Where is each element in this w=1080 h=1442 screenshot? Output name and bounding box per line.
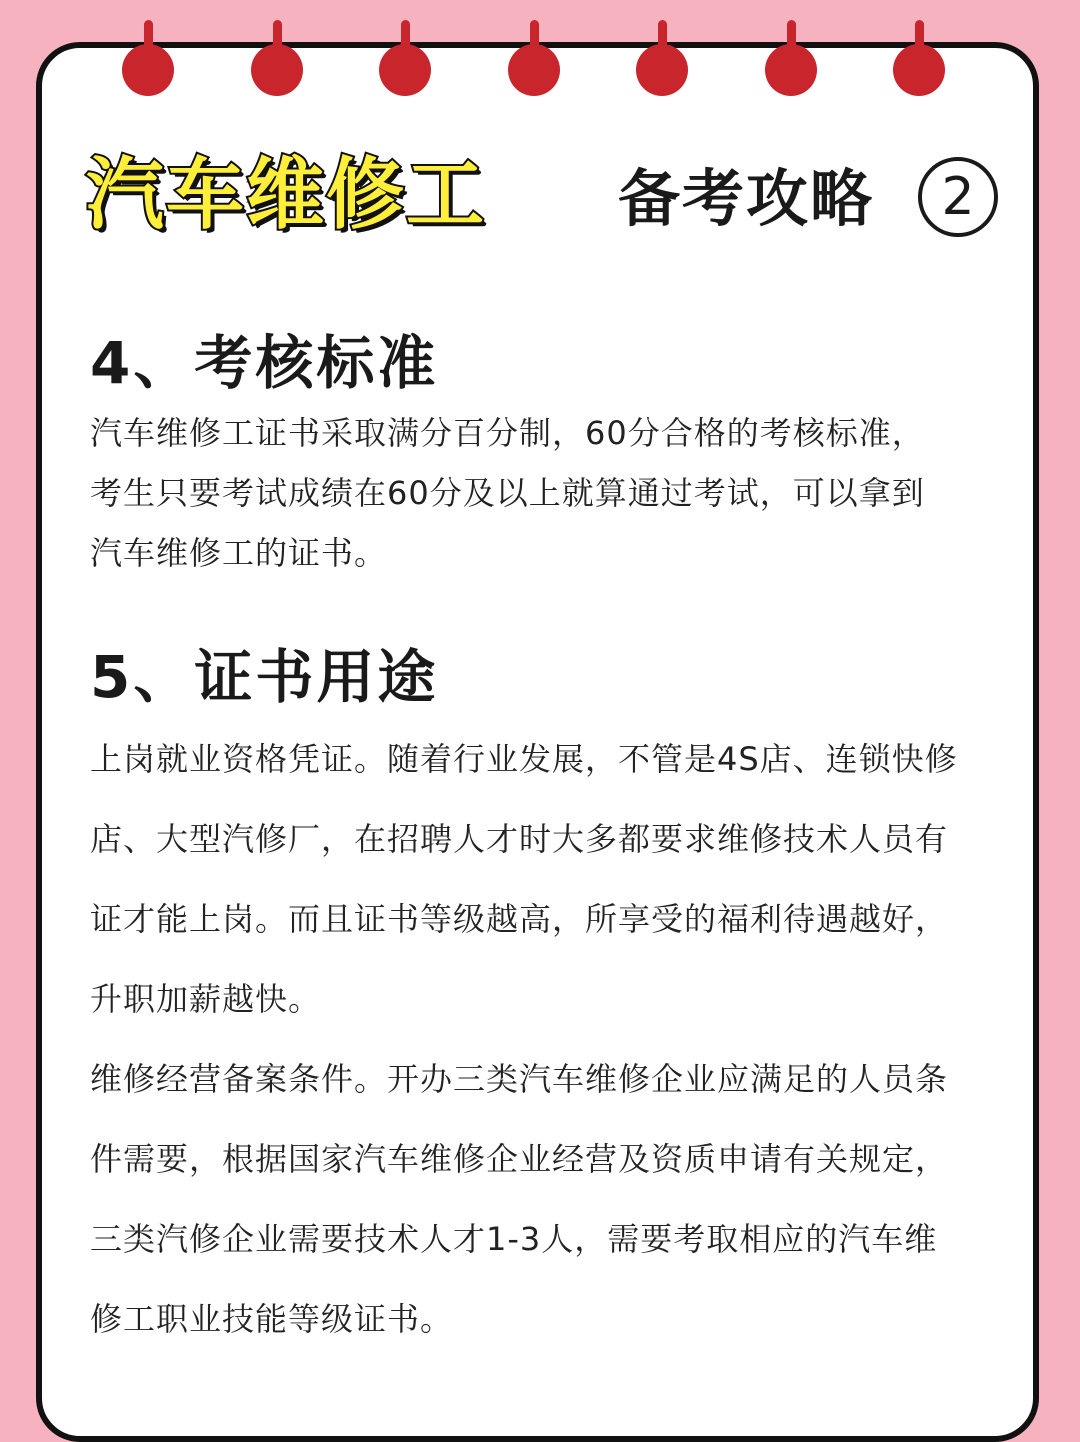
page-subtitle: 备考攻略 [618,162,875,235]
title-row [86,145,1016,255]
binder-ring [504,20,564,104]
binder-ring [632,20,692,104]
binder-ring [375,20,435,104]
section-4-heading: 4、考核标准 [90,329,439,397]
binder-ring [118,20,178,104]
binder-ring-bar [787,20,796,60]
binder-ring [889,20,949,104]
section-5-line: 修工职业技能等级证书。 [90,1300,454,1338]
section-4-line: 考生只要考试成绩在60分及以上就算通过考试，可以拿到 [90,474,925,512]
section-5-line: 店、大型汽修厂，在招聘人才时大多都要求维修技术人员有 [90,820,949,858]
binder-ring-bar [658,20,667,60]
section-5-line: 证才能上岗。而且证书等级越高，所享受的福利待遇越好， [90,900,949,938]
section-4-line: 汽车维修工证书采取满分百分制，60分合格的考核标准， [90,414,925,452]
page-title: 汽车维修工 [86,150,487,240]
binder-ring [247,20,307,104]
section-5-line: 上岗就业资格凭证。随着行业发展，不管是4S店、连锁快修 [90,740,958,778]
section-5-heading: 5、证书用途 [90,643,439,711]
section-4-line: 汽车维修工的证书。 [90,534,388,572]
binder-ring-bar [401,20,410,60]
title-number-badge: 2 [918,157,998,237]
section-5-line: 件需要，根据国家汽车维修企业经营及资质申请有关规定， [90,1140,949,1178]
binder-ring-bar [915,20,924,60]
section-5-line: 升职加薪越快。 [90,980,322,1018]
binder-ring-bar [530,20,539,60]
binder-ring-bar [144,20,153,60]
section-5-line: 三类汽修企业需要技术人才1-3人，需要考取相应的汽车维 [90,1220,938,1258]
binder-ring-bar [273,20,282,60]
section-5-line: 维修经营备案条件。开办三类汽车维修企业应满足的人员条 [90,1060,949,1098]
binder-ring [761,20,821,104]
